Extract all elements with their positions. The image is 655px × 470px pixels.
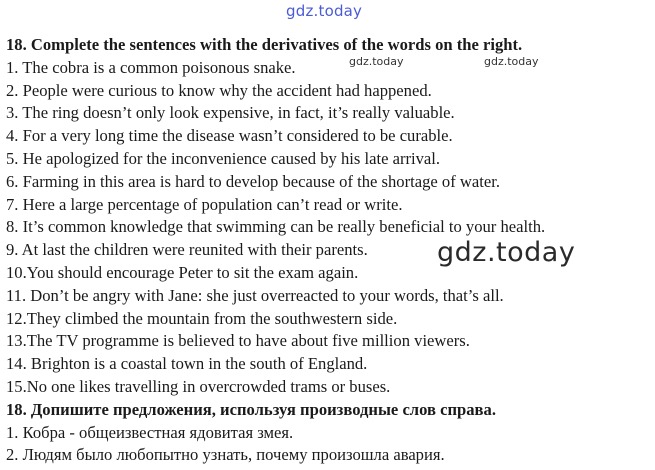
watermark-small-1: gdz.today	[349, 55, 404, 68]
exercise-text	[6, 34, 651, 467]
sentence-4: 4. For a very long time the disease wasn’t considered to be curable.	[6, 126, 453, 146]
sentence-2: 2. People were curious to know why the accident had happened.	[6, 80, 432, 100]
watermark-small-2: gdz.today	[484, 55, 539, 68]
sentence-11: 11. Don’t be angry with Jane: she just overreacted to your words, that’s all.	[6, 285, 504, 305]
sentence-ru-2: 2. Людям было любопытно узнать, почему произошла авария.	[6, 445, 445, 465]
sentence-13: 13.The TV programme is believed to have about five million viewers.	[6, 331, 470, 351]
sentence-8: 8. It’s common knowledge that swimming can be really beneficial to your health.	[6, 217, 546, 237]
watermark-top: gdz.today	[286, 2, 363, 20]
exercise-heading-en: 18. Complete the sentences with the derivatives of the words on the right.	[6, 35, 523, 54]
sentence-6: 6. Farming in this area is hard to develop because of the shortage of water.	[6, 171, 500, 191]
sentence-10: 10.You should encourage Peter to sit the exam again.	[6, 262, 359, 282]
sentence-9: 9. At last the children were reunited with their parents.	[6, 240, 368, 260]
sentence-12: 12.They climbed the mountain from the southwestern side.	[6, 308, 398, 328]
sentence-15: 15.No one likes travelling in overcrowded trams or buses.	[6, 376, 391, 396]
watermark-large: gdz.today	[437, 237, 576, 268]
sentence-5: 5. He apologized for the inconvenience caused by his late arrival.	[6, 148, 441, 168]
sentence-1: 1. The cobra is a common poisonous snake.	[6, 57, 296, 77]
sentence-3: 3. The ring doesn’t only look expensive, in fact, it’s really valuable.	[6, 103, 455, 123]
exercise-heading-ru: 18. Допишите предложения, используя производные слов справа.	[6, 399, 496, 419]
sentence-14: 14. Brighton is a coastal town in the south of England.	[6, 354, 368, 374]
sentence-ru-1: 1. Кобра - общеизвестная ядовитая змея.	[6, 422, 294, 442]
sentence-7: 7. Here a large percentage of population can’t read or write.	[6, 194, 403, 214]
